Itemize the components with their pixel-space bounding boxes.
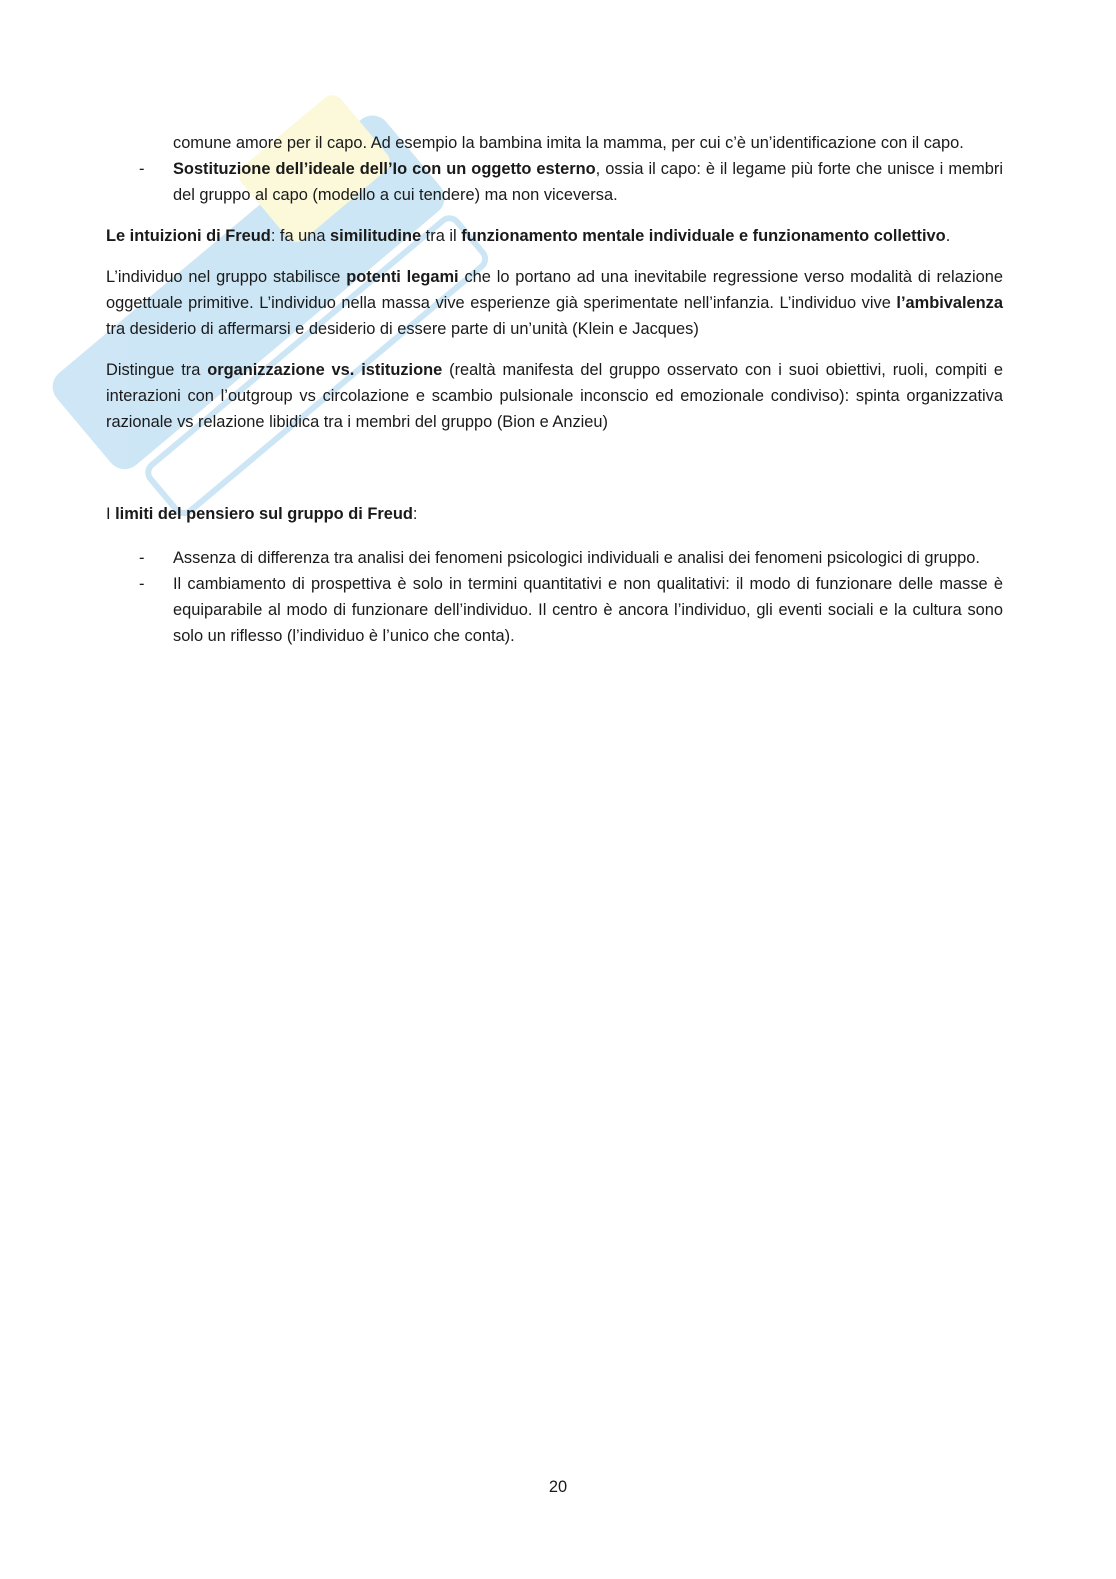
list-item: - Il cambiamento di prospettiva è solo in termini quantitativi e non qualitativi: il modo di funzionare delle masse è equiparabile al modo di funzionare dell’individuo. Il centro è ancora l’individuo, gli eventi sociali e la cultura sono solo un riflesso (l’individuo è l’unico che conta). <box>106 571 1003 649</box>
paragraph-limiti-heading: I limiti del pensiero sul gruppo di Freud: <box>106 505 418 523</box>
dash-bullet: - <box>139 575 145 593</box>
page-content <box>106 130 1003 649</box>
list-item: - Sostituzione dell’ideale dell’Io con un oggetto esterno, ossia il capo: è il legame più forte che unisce i membri del gruppo al capo (modello a cui tendere) ma non viceversa. <box>106 156 1003 208</box>
list-item: - Assenza di differenza tra analisi dei fenomeni psicologici individuali e analisi dei fenomeni psicologici di gruppo. <box>106 545 1003 571</box>
limiti-list <box>106 545 1003 649</box>
dash-bullet: - <box>139 160 145 178</box>
paragraph-distingue: Distingue tra organizzazione vs. istituzione (realtà manifesta del gruppo osservato con i suoi obiettivi, ruoli, compiti e interazioni con l’outgroup vs circolazione e scambio pulsionale inconscio ed emozionale condiviso): spinta organizzativa razionale vs relazione libidica tra i membri del gruppo (Bion e Anzieu) <box>106 361 1003 431</box>
dash-bullet: - <box>139 549 145 567</box>
list-item-continuation: comune amore per il capo. Ad esempio la bambina imita la mamma, per cui c’è un’identificazione con il capo. <box>173 134 964 152</box>
paragraph-individuo: L’individuo nel gruppo stabilisce potenti legami che lo portano ad una inevitabile regressione verso modalità di relazione oggettuale primitive. L’individuo nella massa vive esperienze già sperimentate nell’infanzia. L’individuo vive l’ambivalenza tra desiderio di affermarsi e desiderio di essere parte di un’unità (Klein e Jacques) <box>106 268 1003 338</box>
page-number: 20 <box>548 1478 568 1496</box>
paragraph-intuizioni: Le intuizioni di Freud: fa una similitudine tra il funzionamento mentale individuale e funzionamento collettivo. <box>106 227 951 245</box>
identification-list <box>106 156 1003 208</box>
